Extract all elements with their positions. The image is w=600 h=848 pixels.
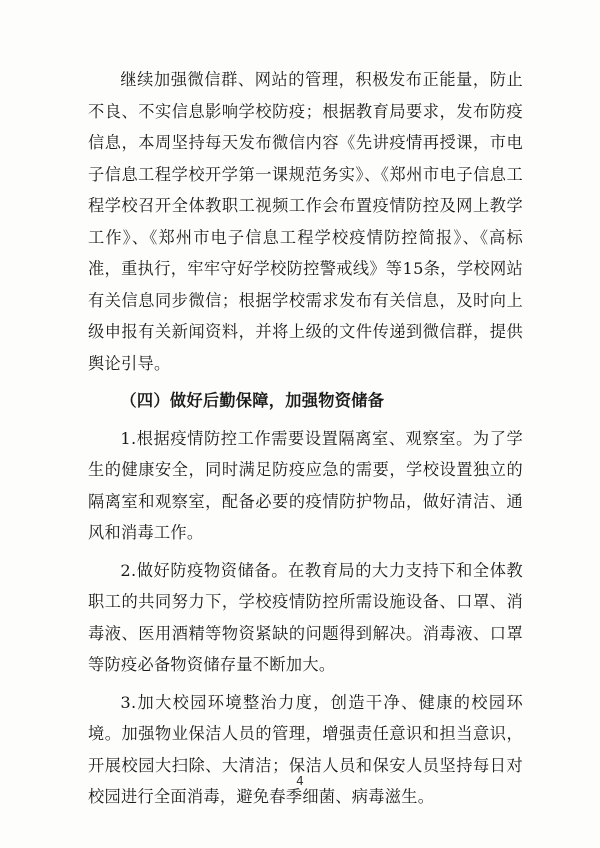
item-supplies-reserve: 2.做好防疫物资储备。在教育局的大力支持下和全体教职工的共同努力下，学校疫情防控所需设施设备、口罩、消毒液、医用酒精等物资紧缺的问题得到解决。消毒液、口罩等防疫必备物资储存量不断加大。 — [88, 560, 523, 674]
paragraph-wechat-management: 继续加强微信群、网站的管理，积极发布正能量，防止不良、不实信息影响学校防疫；根据教育局要求，发布防疫信息，本周坚持每天发布微信内容《先讲疫情再授课，市电子信息工程学校开学第一课规范务实》、《郑州市电子信息工程学校召开全体教职工视频工作会布置疫情防控及网上教学工作》、《郑州市电子信息工程学校疫情防控简报》、《高标准，重执行，牢牢守好学校防控警戒线》等15条，学校网站有关信息同步微信；根据学校需求发布有关信息，及时向上级申报有关新闻资料，并将上级的文件传递到微信群，提供舆论引导。 — [88, 70, 523, 373]
item-campus-environment: 3.加大校园环境整治力度，创造干净、健康的校园环境。加强物业保洁人员的管理，增强责任意识和担当意识，开展校园大扫除、大清洁；保洁人员和保安人员坚持每日对校园进行全面消毒，避免春季细菌、病毒滋生。 — [88, 692, 523, 806]
document-body — [88, 64, 523, 819]
section-heading-logistics: （四）做好后勤保障，加强物资储备 — [120, 391, 385, 410]
page-number: 4 — [296, 774, 304, 788]
item-isolation-room: 1.根据疫情防控工作需要设置隔离室、观察室。为了学生的健康安全，同时满足防疫应急的需要，学校设置独立的隔离室和观察室，配备必要的疫情防护物品，做好清洁、通风和消毒工作。 — [88, 428, 523, 542]
